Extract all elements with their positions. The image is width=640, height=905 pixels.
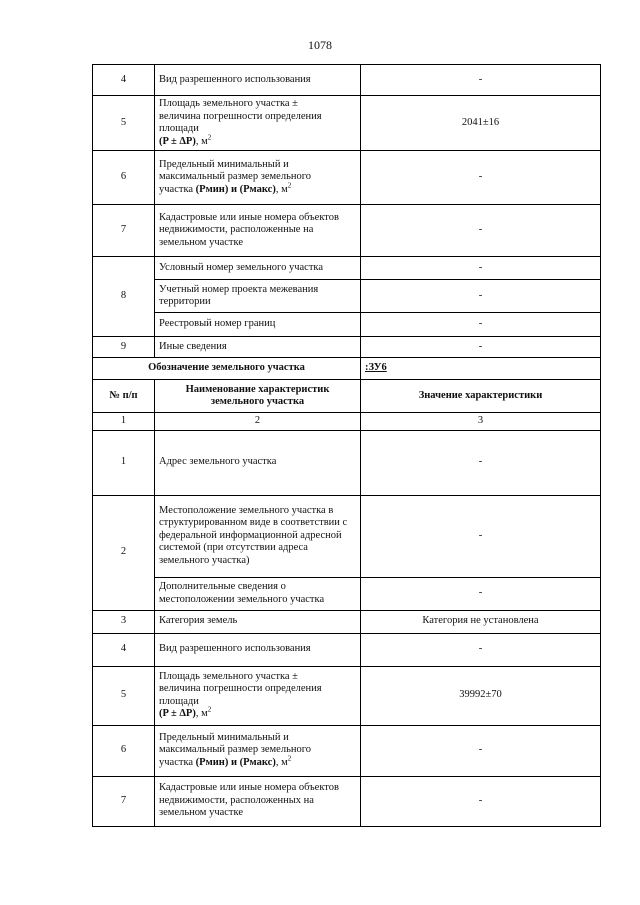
header-number: № п/п [93, 380, 155, 413]
plot-designation-label: Обозначение земельного участка [93, 358, 361, 380]
characteristic-value: Категория не установлена [361, 610, 601, 633]
characteristic-value: - [361, 633, 601, 666]
row-number: 7 [93, 776, 155, 826]
plot-designation-value: :ЗУ6 [361, 358, 601, 380]
table-row [93, 151, 601, 205]
row-number: 8 [93, 257, 155, 337]
table-row [93, 280, 601, 313]
table-row [93, 666, 601, 725]
column-number-row [93, 413, 601, 431]
characteristic-value: - [361, 776, 601, 826]
table-row [93, 205, 601, 257]
table-row [93, 65, 601, 96]
table-row [93, 313, 601, 337]
characteristic-value: 39992±70 [361, 666, 601, 725]
row-number: 6 [93, 725, 155, 776]
land-plot-table [92, 64, 601, 827]
characteristic-name: Вид разрешенного использования [155, 65, 361, 96]
characteristic-name: Адрес земельного участка [155, 430, 361, 495]
table-row [93, 725, 601, 776]
column-number: 1 [93, 413, 155, 431]
characteristic-name: Категория земель [155, 610, 361, 633]
characteristic-value: - [361, 280, 601, 313]
characteristic-name: Площадь земельного участка ± величина погрешности определения площади (P ± ΔP), $м^2$ [155, 666, 361, 725]
characteristic-value: - [361, 337, 601, 358]
characteristic-name: Дополнительные сведения о местоположении земельного участка [155, 577, 361, 610]
column-number: 3 [361, 413, 601, 431]
table-row [93, 337, 601, 358]
table-row [93, 96, 601, 151]
table-row [93, 257, 601, 280]
characteristic-value: - [361, 65, 601, 96]
characteristic-name: Учетный номер проекта межевания территории [155, 280, 361, 313]
characteristic-value: - [361, 257, 601, 280]
row-number: 3 [93, 610, 155, 633]
header-characteristic-name: Наименование характеристик земельного участка [155, 380, 361, 413]
characteristic-value: - [361, 725, 601, 776]
row-number: 5 [93, 96, 155, 151]
characteristic-value: - [361, 205, 601, 257]
row-number: 2 [93, 495, 155, 610]
characteristic-name: Вид разрешенного использования [155, 633, 361, 666]
table-header-row [93, 380, 601, 413]
characteristic-name: Предельный минимальный и максимальный размер земельного участка (Pмин) и (Pмакс), $м^2$ [155, 725, 361, 776]
characteristic-value: 2041±16 [361, 96, 601, 151]
characteristic-name: Кадастровые или иные номера объектов недвижимости, расположенных на земельном участке [155, 776, 361, 826]
table-row [93, 633, 601, 666]
row-number: 6 [93, 151, 155, 205]
page-number: 1078 [308, 38, 332, 52]
column-number: 2 [155, 413, 361, 431]
characteristic-value: - [361, 430, 601, 495]
row-number: 4 [93, 633, 155, 666]
characteristic-name: Реестровый номер границ [155, 313, 361, 337]
characteristic-name: Площадь земельного участка ± величина погрешности определения площади (P ± ΔP), $м^2$ [155, 96, 361, 151]
row-number: 9 [93, 337, 155, 358]
plot-designation-row [93, 358, 601, 380]
characteristic-name: Местоположение земельного участка в структурированном виде в соответствии с федеральной информационной адресной системой (при отсутствии адреса земельного участка) [155, 495, 361, 577]
row-number: 7 [93, 205, 155, 257]
row-number: 1 [93, 430, 155, 495]
characteristic-name: Предельный минимальный и максимальный размер земельного участка (Pмин) и (Pмакс), $м^2$ [155, 151, 361, 205]
characteristic-name: Кадастровые или иные номера объектов недвижимости, расположенные на земельном участке [155, 205, 361, 257]
characteristic-value: - [361, 577, 601, 610]
characteristic-value: - [361, 313, 601, 337]
row-number: 5 [93, 666, 155, 725]
characteristic-name: Условный номер земельного участка [155, 257, 361, 280]
row-number: 4 [93, 65, 155, 96]
header-characteristic-value: Значение характеристики [361, 380, 601, 413]
table-row [93, 577, 601, 610]
table-row [93, 430, 601, 495]
table-row [93, 776, 601, 826]
characteristic-name: Иные сведения [155, 337, 361, 358]
characteristic-value: - [361, 151, 601, 205]
characteristic-value: - [361, 495, 601, 577]
table-row [93, 495, 601, 577]
table-row [93, 610, 601, 633]
